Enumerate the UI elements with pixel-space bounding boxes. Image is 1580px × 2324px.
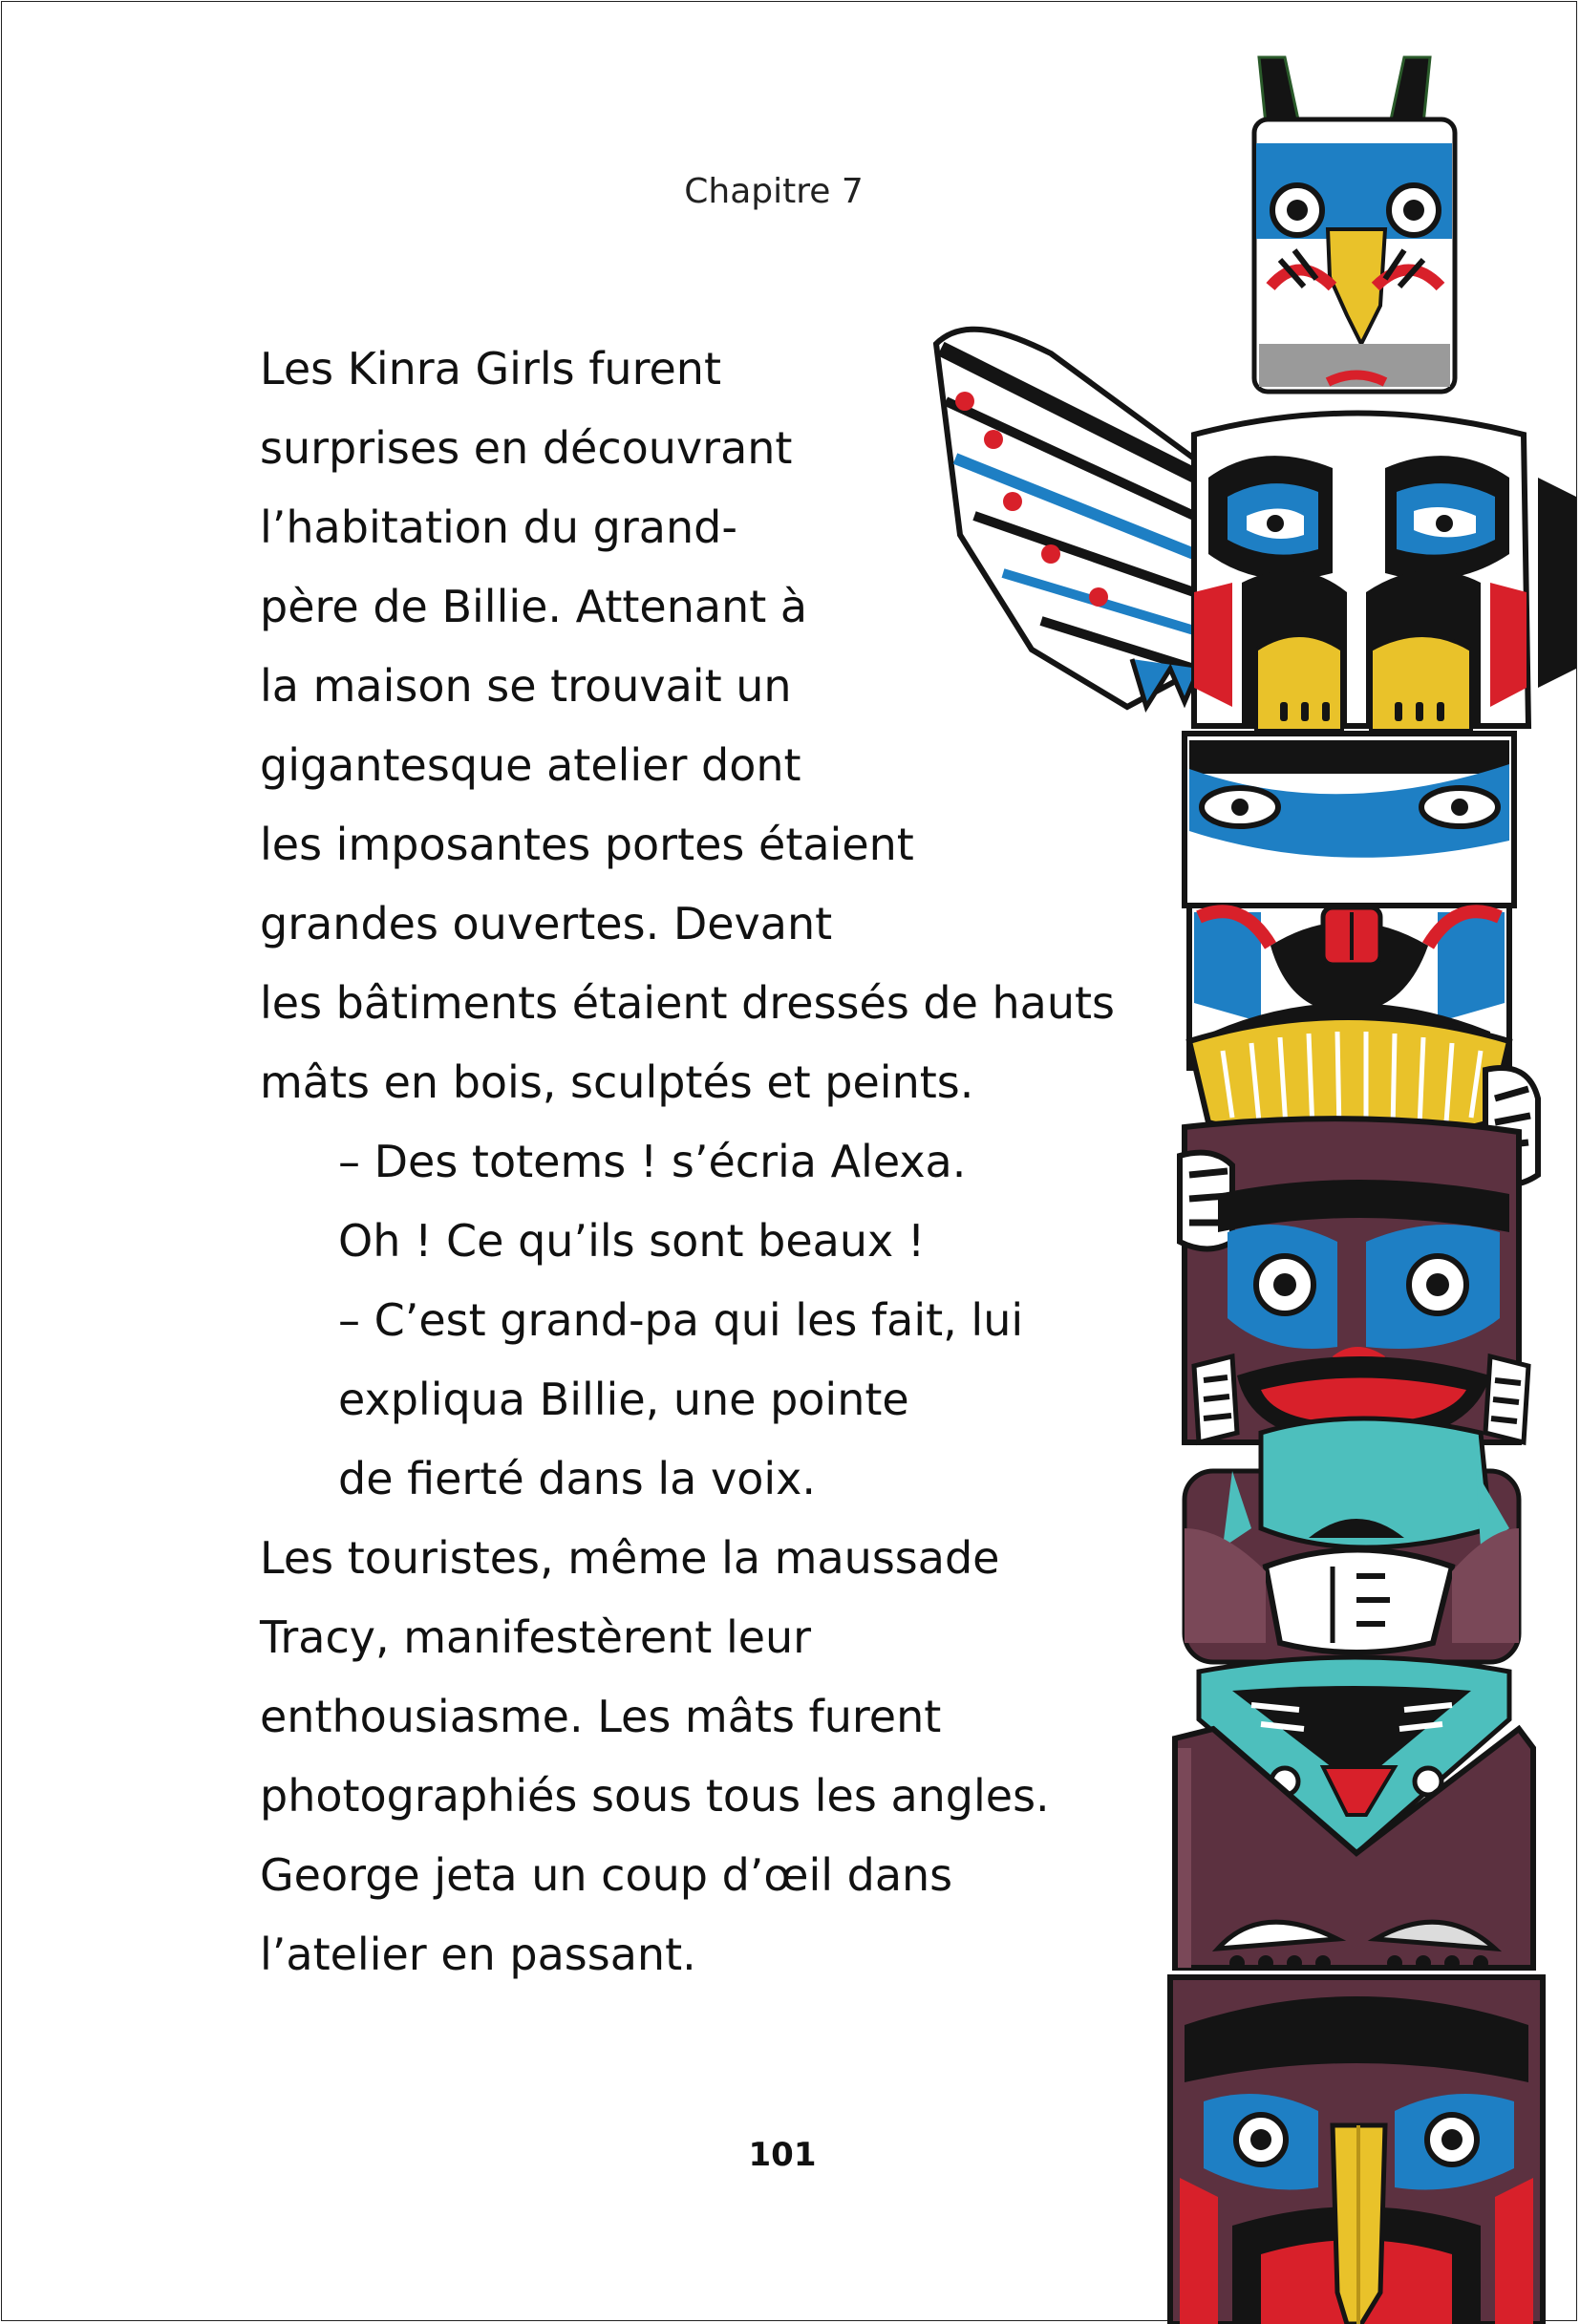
text-line: l’atelier en passant. xyxy=(260,1929,696,1980)
text-line: les imposantes portes étaient xyxy=(260,819,914,870)
text-line: Les touristes, même la maussade xyxy=(260,1532,1000,1584)
page-number: 101 xyxy=(748,2136,817,2174)
text-line: les bâtiments étaient dressés de hauts xyxy=(260,977,1116,1029)
chapter-title: Chapitre 7 xyxy=(684,172,864,211)
text-line: photographiés sous tous les angles. xyxy=(260,1770,1050,1822)
text-line: surprises en découvrant xyxy=(260,422,793,474)
totem-pole-illustration xyxy=(879,53,1580,2324)
text-line: – Des totems ! s’écria Alexa. xyxy=(338,1136,967,1187)
totem-eagle-head xyxy=(1254,119,1455,392)
text-line: Oh ! Ce qu’ils sont beaux ! xyxy=(338,1215,926,1267)
text-line: George jeta un coup d’œil dans xyxy=(260,1849,953,1901)
totem-ears xyxy=(1259,57,1430,124)
totem-bear-face xyxy=(1194,375,1528,732)
text-line: enthousiasme. Les mâts furent xyxy=(260,1691,942,1742)
text-line: Les Kinra Girls furent xyxy=(260,343,721,394)
text-line: la maison se trouvait un xyxy=(260,660,792,712)
totem-raven-face xyxy=(1170,1977,1543,2324)
text-line: père de Billie. Attenant à xyxy=(260,581,808,632)
text-line: de fierté dans la voix. xyxy=(338,1453,816,1504)
text-line: Tracy, manifestèrent leur xyxy=(260,1611,812,1663)
text-line: mâts en bois, sculptés et peints. xyxy=(260,1056,974,1108)
text-line: expliqua Billie, une pointe xyxy=(338,1374,909,1425)
text-line: grandes ouvertes. Devant xyxy=(260,898,833,949)
totem-human-face xyxy=(1180,1119,1528,1442)
text-line: – C’est grand-pa qui les fait, lui xyxy=(338,1294,1024,1346)
text-line: gigantesque atelier dont xyxy=(260,739,801,791)
totem-frog xyxy=(1185,1418,1519,1662)
text-line: l’habitation du grand- xyxy=(260,501,737,553)
